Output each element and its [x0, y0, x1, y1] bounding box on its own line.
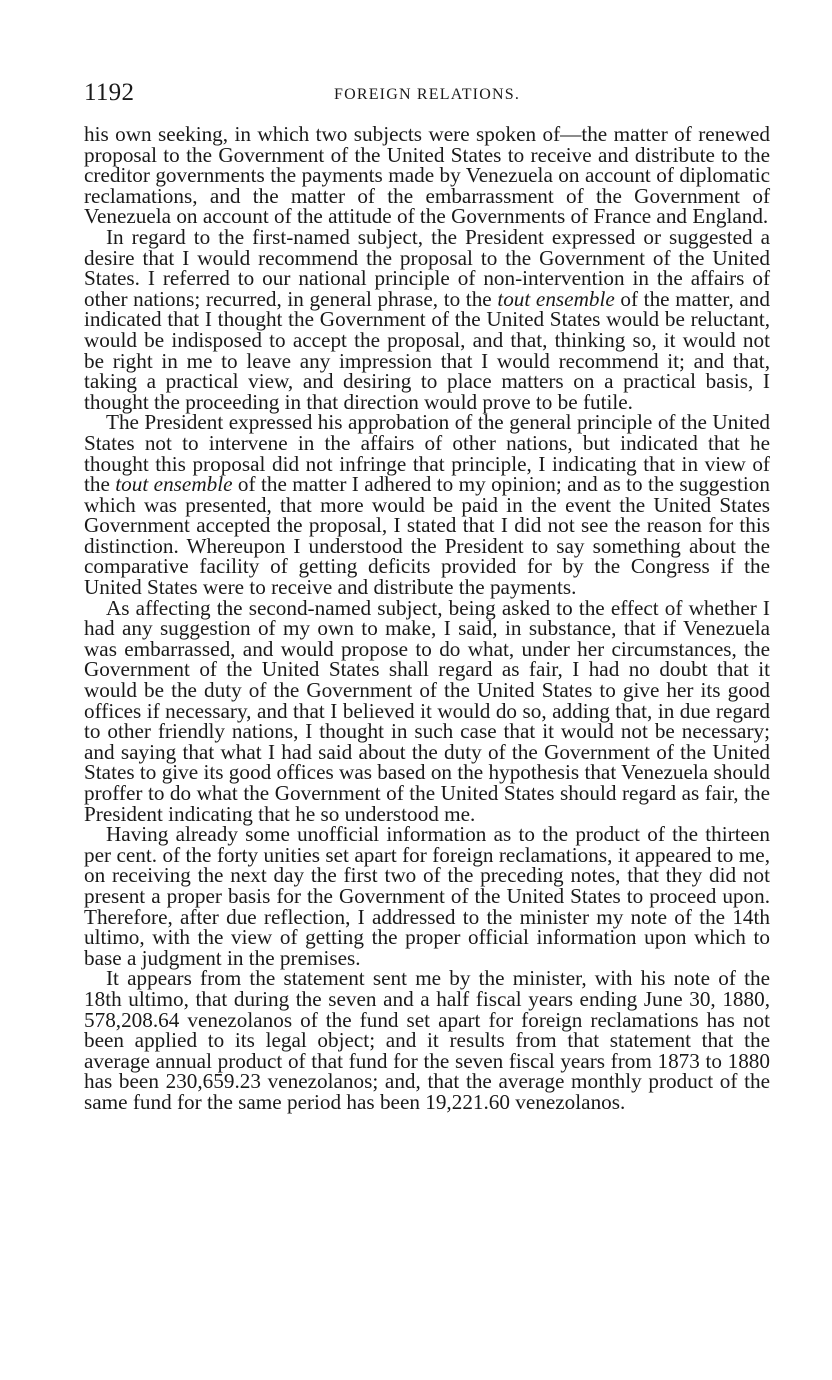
paragraph: his own seeking, in which two subjects were spoken of—the matter of renewed proposal to the Government of the United States to receive and distribute to the creditor governments the payments made by Venezuela on account of diplomatic reclamations, and the matter of the embarrassment of the Government of Venezuela on account of the attitude of the Governments of France and England.	[84, 122, 770, 229]
paragraph-text: of the matter I adhered to my opinion; and as to the suggestion which was presented, that more would be paid in the event the United States Government accepted the proposal, I stated that I did not see the reason for this distinction. Whereupon I understood the President to say something about the comparative facility of getting deficits provided for by the Congress if the United States were to receive and distribute the payments.	[84, 472, 770, 600]
paragraph-text: of the matter, and indicated that I thought the Government of the United States would be reluctant, would be indisposed to accept the proposal, and that, thinking so, it would not be right in me to leave any impression that I would recommend it; and that, taking a practical view, and desiring to place matters on a practical basis, I thought the proceeding in that direction would prove to be futile.	[84, 286, 770, 414]
italic-phrase: tout ensemble	[115, 472, 233, 497]
page-number: 1192	[84, 79, 135, 106]
page-header	[84, 78, 770, 110]
paragraph	[84, 410, 770, 600]
body-text	[84, 124, 770, 1113]
paragraph-text: The President expressed his approbation of the general principle of the United States not to intervene in the affairs of other nations, but indicated that he thought this proposal did not infringe that principle, I indicating that in view of the	[84, 410, 770, 497]
paragraph	[84, 224, 770, 414]
paragraph: Having already some unofficial information as to the product of the thirteen per cent. of the forty unities set apart for foreign reclamations, it appeared to me, on receiving the next day the first two of the preceding notes, that they did not present a proper basis for the Government of the United States to proceed upon. Therefore, after due reflection, I addressed to the minister my note of the 14th ultimo, with the view of getting the proper official information upon which to base a judgment in the premises.	[84, 822, 770, 970]
paragraph: It appears from the statement sent me by the minister, with his note of the 18th ultimo, that during the seven and a half fiscal years ending June 30, 1880, 578,208.64 venezolanos of the fund set apart for foreign reclamations has not been applied to its legal object; and it results from that statement that the average annual product of that fund for the seven fiscal years from 1873 to 1880 has been 230,659.23 venezolanos; and, that the average monthly product of the same fund for the same period has been 19,221.60 venezolanos.	[84, 966, 770, 1114]
italic-phrase: tout ensemble	[497, 286, 615, 311]
paragraph-text: In regard to the first-named subject, the President expressed or suggested a desire that I would recommend the proposal to the Government of the United States. I referred to our national principle of non-intervention in the affairs of other nations; recurred, in general phrase, to the	[84, 224, 770, 311]
running-title: FOREIGN RELATIONS.	[333, 86, 521, 103]
paragraph: As affecting the second-named subject, being asked to the effect of whether I had any suggestion of my own to make, I said, in substance, that if Venezuela was embarrassed, and would propose to do what, under her circumstances, the Government of the United States shall regard as fair, I had no doubt that it would be the duty of the Government of the United States to give her its good offices if necessary, and that I believed it would do so, adding that, in due regard to other friendly nations, I thought in such case that it would not be necessary; and saying that what I had said about the duty of the Government of the United States to give its good offices was based on the hypothesis that Venezuela should proffer to do what the Government of the United States should regard as fair, the President indicating that he so understood me.	[84, 595, 770, 826]
